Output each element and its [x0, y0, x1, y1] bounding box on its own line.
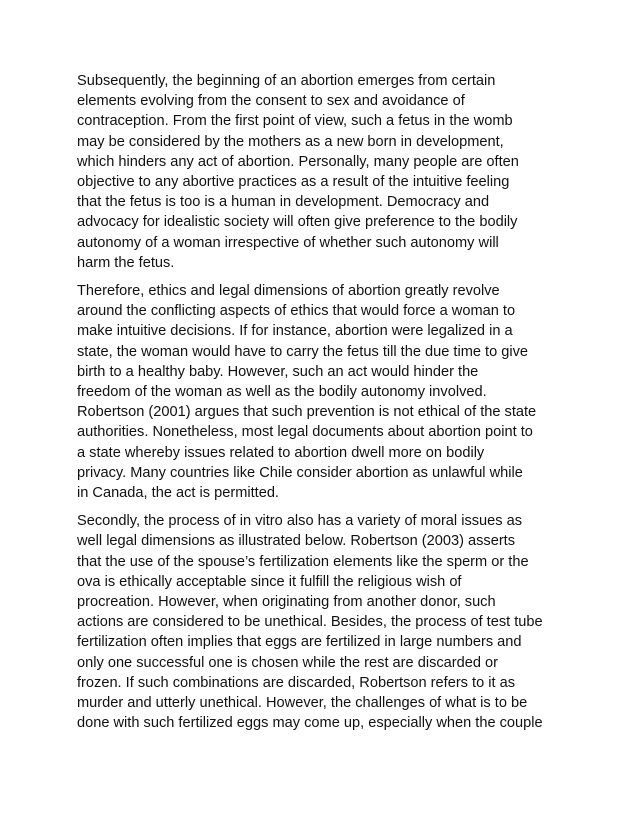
text-line: fertilization often implies that eggs are fertilized in large numbers and	[77, 634, 522, 651]
paragraph-3	[77, 511, 557, 733]
text-line: that the fetus is too is a human in development. Democracy and	[77, 194, 490, 211]
text-line: that the use of the spouse’s fertilization elements like the sperm or the	[77, 553, 529, 570]
paragraph-2	[77, 281, 557, 503]
text-line: Subsequently, the beginning of an abortion emerges from certain	[77, 73, 496, 89]
text-line: frozen. If such combinations are discarded, Robertson refers to it as	[77, 674, 516, 691]
text-line: elements evolving from the consent to sex and avoidance of	[77, 93, 465, 110]
text-line: objective to any abortive practices as a result of the intuitive feeling	[77, 174, 510, 191]
text-line: harm the fetus.	[77, 254, 175, 271]
text-line: which hinders any act of abortion. Personally, many people are often	[77, 153, 519, 170]
text-line: freedom of the woman as well as the bodily autonomy involved.	[77, 384, 487, 401]
text-line: murder and utterly unethical. However, the challenges of what is to be	[77, 695, 528, 712]
text-line: advocacy for idealistic society will often give preference to the bodily	[77, 214, 518, 231]
text-line: Therefore, ethics and legal dimensions of abortion greatly revolve	[77, 283, 500, 300]
text-line: ova is ethically acceptable since it fulfill the religious wish of	[77, 573, 462, 590]
text-line: well legal dimensions as illustrated below. Robertson (2003) asserts	[77, 533, 516, 550]
text-line: procreation. However, when originating from another donor, such	[77, 594, 496, 611]
text-line: state, the woman would have to carry the fetus till the due time to give	[77, 343, 529, 360]
text-line: actions are considered to be unethical. Besides, the process of test tube	[77, 614, 543, 631]
text-line: birth to a healthy baby. However, such an act would hinder the	[77, 363, 479, 380]
text-line: Secondly, the process of in vitro also has a variety of moral issues as	[77, 513, 523, 530]
text-line: autonomy of a woman irrespective of whether such autonomy will	[77, 234, 499, 251]
text-line: may be considered by the mothers as a new born in development,	[77, 133, 504, 150]
paragraph-1	[77, 71, 557, 273]
text-line: only one successful one is chosen while the rest are discarded or	[77, 654, 499, 671]
text-line: in Canada, the act is permitted.	[77, 485, 279, 502]
text-line: Robertson (2001) argues that such prevention is not ethical of the state	[77, 404, 537, 421]
text-line: privacy. Many countries like Chile consider abortion as unlawful while	[77, 464, 523, 481]
text-line: authorities. Nonetheless, most legal documents about abortion point to	[77, 424, 533, 441]
text-line: a state whereby issues related to abortion dwell more on bodily	[77, 444, 485, 461]
text-line: contraception. From the first point of view, such a fetus in the womb	[77, 113, 513, 130]
text-line: done with such fertilized eggs may come up, especially when the couple	[77, 715, 543, 732]
body-text	[77, 71, 557, 742]
text-line: make intuitive decisions. If for instance, abortion were legalized in a	[77, 323, 513, 340]
text-line: around the conflicting aspects of ethics that would force a woman to	[77, 303, 516, 320]
